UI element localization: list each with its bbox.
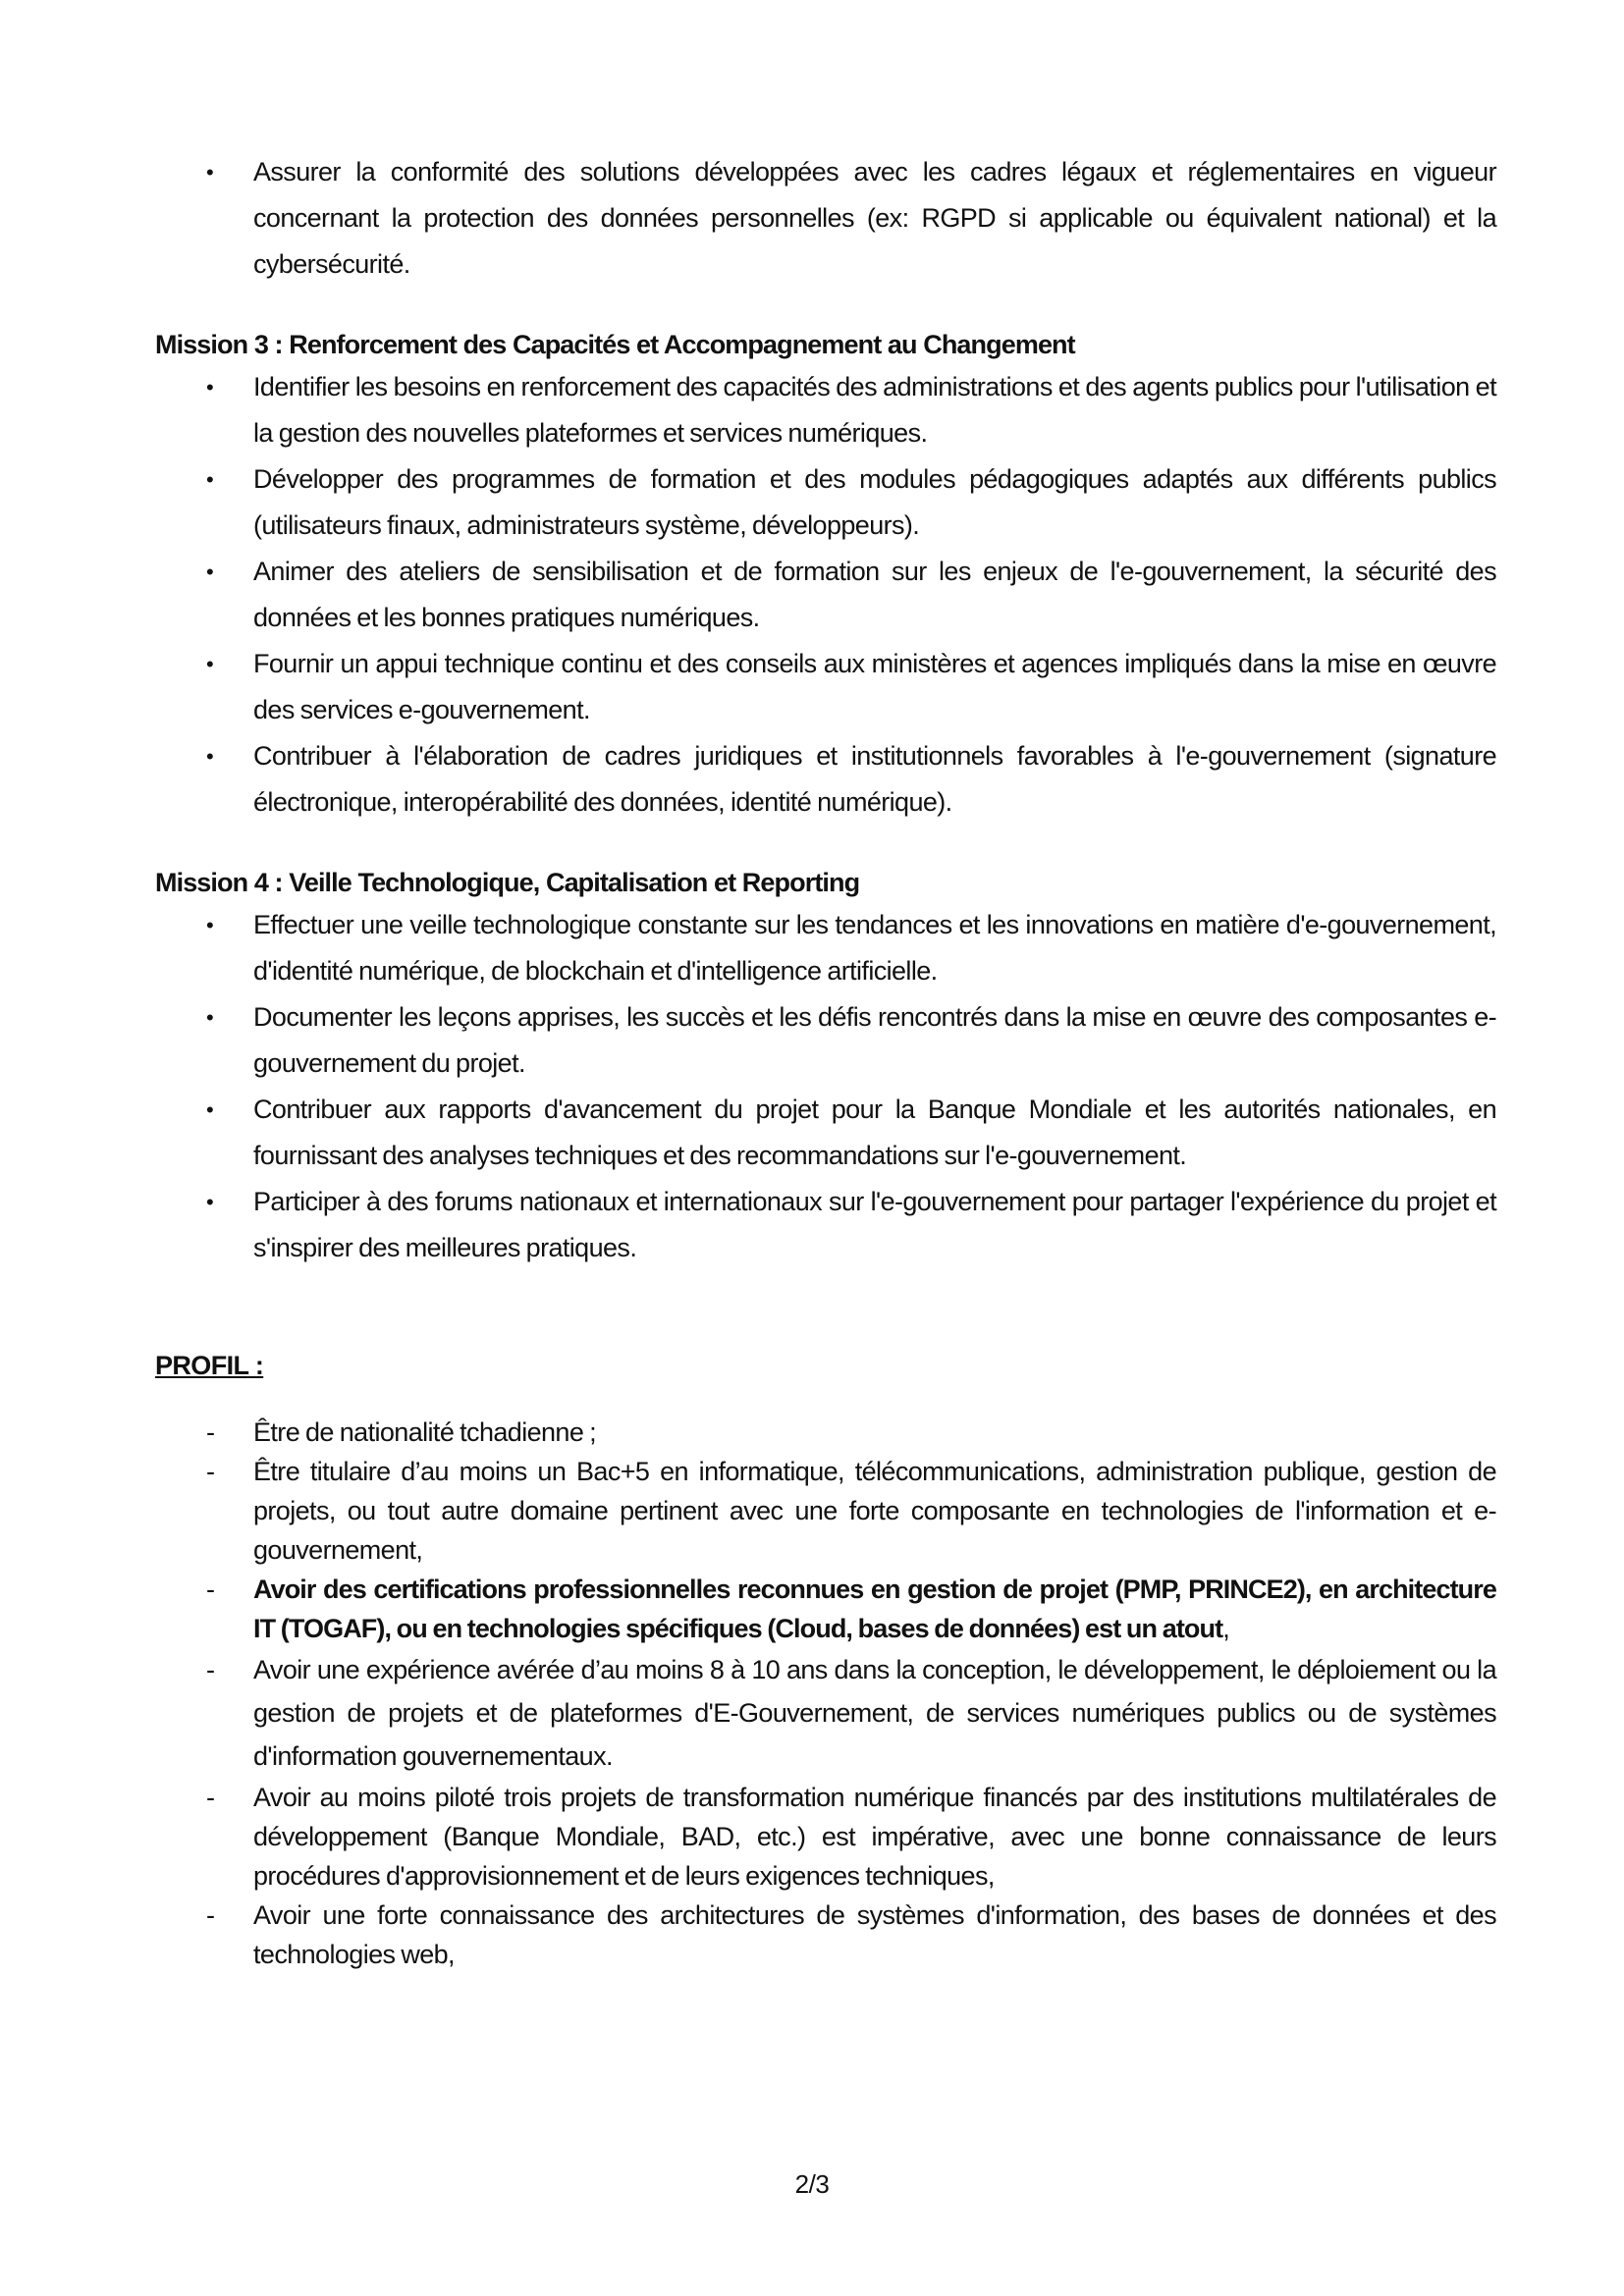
- bullet-icon: •: [206, 744, 214, 769]
- list-item: [155, 1896, 1496, 1974]
- list-item: [155, 549, 1496, 641]
- bullet-icon: •: [206, 375, 214, 400]
- dash-icon: -: [206, 1457, 215, 1486]
- list-item-text: Avoir une forte connaissance des architectures de systèmes d'information, des bases de données et des technologies web,: [253, 1900, 1496, 1969]
- mission-3-heading: Mission 3 : Renforcement des Capacités et Accompagnement au Changement: [155, 330, 1075, 359]
- mission-4-bullet-list: [155, 902, 1496, 1271]
- list-item-text: Animer des ateliers de sensibilisation et de formation sur les enjeux de l'e-gouvernement, la sécurité des données et les bonnes pratiques numériques.: [253, 557, 1496, 632]
- list-item-tail: ,: [1222, 1614, 1229, 1643]
- mission-3-bullet-list: [155, 364, 1496, 826]
- list-item-emphasized: [155, 1570, 1496, 1648]
- dash-icon: -: [206, 1417, 215, 1447]
- list-item-text: Participer à des forums nationaux et internationaux sur l'e-gouvernement pour partager l'expérience du projet et s'inspirer des meilleures pratiques.: [253, 1187, 1496, 1262]
- bullet-icon: •: [206, 467, 214, 492]
- list-item: [155, 1452, 1496, 1570]
- document-page: [155, 149, 1496, 1974]
- list-item: [155, 641, 1496, 733]
- list-item-text: Avoir une expérience avérée d’au moins 8 à 10 ans dans la conception, le développement, le déploiement ou la gestion de projets et de plateformes d'E-Gouvernement, de services numériques publics ou de systèmes d'information gouvernementaux.: [253, 1655, 1496, 1771]
- bullet-icon: •: [206, 1005, 214, 1030]
- list-item-text: Fournir un appui technique continu et des conseils aux ministères et agences impliqués dans la mise en œuvre des services e-gouvernement.: [253, 649, 1496, 724]
- list-item: [155, 1648, 1496, 1778]
- list-item: [155, 994, 1496, 1087]
- bullet-icon: •: [206, 560, 214, 584]
- bullet-icon: •: [206, 652, 214, 676]
- dash-icon: -: [206, 1783, 215, 1812]
- list-item-text: Assurer la conformité des solutions développées avec les cadres légaux et réglementaires en vigueur concernant la protection des données personnelles (ex: RGPD si applicable ou équivalent national) et la cybersécurité.: [253, 157, 1496, 279]
- list-item: [155, 149, 1496, 288]
- list-item-text: Développer des programmes de formation et des modules pédagogiques adaptés aux différents publics (utilisateurs finaux, administrateurs système, développeurs).: [253, 464, 1496, 540]
- list-item: [155, 902, 1496, 994]
- list-item-text: Contribuer à l'élaboration de cadres juridiques et institutionnels favorables à l'e-gouvernement (signature électronique, interopérabilité des données, identité numérique).: [253, 741, 1496, 817]
- list-item-text: Contribuer aux rapports d'avancement du projet pour la Banque Mondiale et les autorités nationales, en fournissant des analyses techniques et des recommandations sur l'e-gouvernement.: [253, 1095, 1496, 1170]
- list-item-text: Avoir au moins piloté trois projets de transformation numérique financés par des institutions multilatérales de développement (Banque Mondiale, BAD, etc.) est impérative, avec une bonne connaissance de leurs procédures d'approvisionnement et de leurs exigences techniques,: [253, 1783, 1496, 1891]
- page-number: 2/3: [794, 2169, 830, 2199]
- profil-requirements-list: [155, 1413, 1496, 1974]
- list-item: [155, 1087, 1496, 1179]
- bullet-icon: •: [206, 160, 214, 185]
- list-item: [155, 1179, 1496, 1271]
- profil-heading: [155, 1346, 1496, 1385]
- list-item-text: Identifier les besoins en renforcement des capacités des administrations et des agents publics pour l'utilisation et la gestion des nouvelles plateformes et services numériques.: [253, 372, 1496, 448]
- mission-4-heading: Mission 4 : Veille Technologique, Capitalisation et Reporting: [155, 868, 860, 897]
- list-item-text: Avoir des certifications professionnelles reconnues en gestion de projet (PMP, PRINCE2), en architecture IT (TOGAF), ou en technologies spécifiques (Cloud, bases de données) est un atout: [253, 1575, 1496, 1643]
- list-item-text: Effectuer une veille technologique constante sur les tendances et les innovations en matière d'e-gouvernement, d'identité numérique, de blockchain et d'intelligence artificielle.: [253, 910, 1496, 986]
- bullet-icon: •: [206, 913, 214, 937]
- bullet-icon: •: [206, 1190, 214, 1214]
- dash-icon: -: [206, 1655, 215, 1684]
- list-item: [155, 733, 1496, 826]
- dash-icon: -: [206, 1575, 215, 1604]
- list-item: [155, 364, 1496, 456]
- bullet-icon: •: [206, 1097, 214, 1122]
- profil-heading-suffix: :: [247, 1351, 264, 1380]
- list-item: [155, 1778, 1496, 1896]
- list-item: [155, 456, 1496, 549]
- list-item-text: Documenter les leçons apprises, les succès et les défis rencontrés dans la mise en œuvre des composantes e-gouvernement du projet.: [253, 1002, 1496, 1078]
- list-item: [155, 1413, 1496, 1452]
- dash-icon: -: [206, 1900, 215, 1930]
- list-item-text: Être titulaire d’au moins un Bac+5 en informatique, télécommunications, administration publique, gestion de projets, ou tout autre domaine pertinent avec une forte composante en technologies de l'information et e-gouvernement,: [253, 1457, 1496, 1565]
- intro-bullet-list: [155, 149, 1496, 288]
- list-item-text: Être de nationalité tchadienne ;: [253, 1417, 597, 1447]
- profil-heading-text: PROFIL: [155, 1351, 248, 1380]
